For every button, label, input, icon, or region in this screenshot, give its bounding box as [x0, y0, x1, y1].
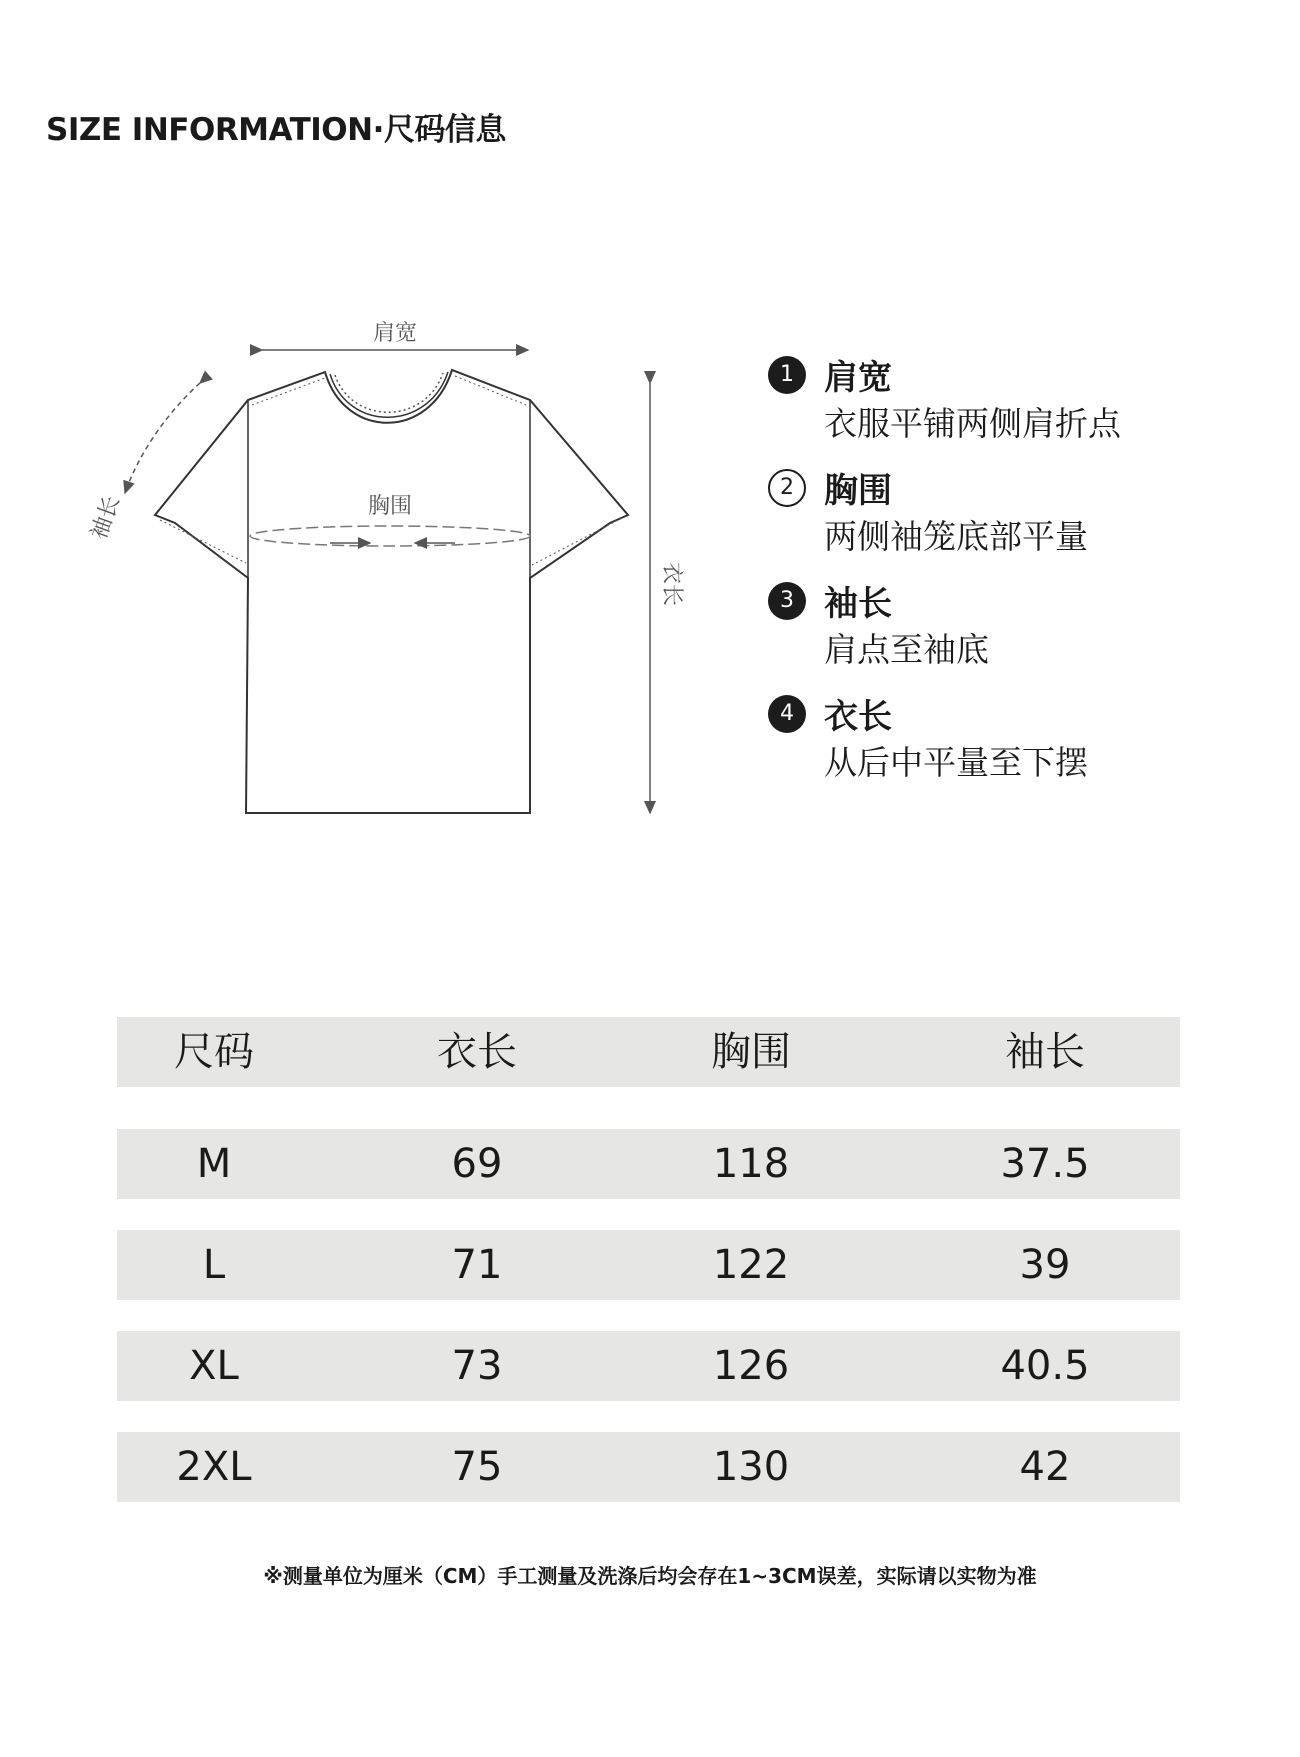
measurement-footnote: ※测量单位为厘米（CM）手工测量及洗涤后均会存在1~3CM误差，实际请以实物为准: [263, 1564, 1037, 1588]
legend-description: 从后中平量至下摆: [824, 743, 1088, 782]
shoulder-label: 肩宽: [372, 321, 418, 346]
sleeve-label: 袖长: [86, 492, 126, 543]
table-header-row: [117, 1017, 1180, 1087]
table-row: [117, 1230, 1180, 1300]
cell-length: 73: [451, 1343, 503, 1389]
cell-sleeve: 39: [1019, 1242, 1071, 1288]
cell-sleeve: 40.5: [1000, 1343, 1090, 1389]
chest-ellipse: [250, 526, 530, 546]
cell-chest: 122: [712, 1242, 790, 1288]
cell-size: 2XL: [176, 1444, 252, 1490]
cell-chest: 118: [712, 1141, 790, 1187]
legend-title: 胸围: [824, 471, 892, 511]
legend-description: 两侧袖笼底部平量: [824, 517, 1088, 556]
header-size: 尺码: [174, 1029, 254, 1075]
legend-number: 2: [768, 469, 806, 507]
table-row: [117, 1331, 1180, 1401]
legend-number: 4: [768, 695, 806, 733]
table-row: [117, 1432, 1180, 1502]
legend-title: 袖长: [824, 584, 892, 624]
length-label: 衣长: [659, 561, 684, 607]
legend-title: 衣长: [824, 697, 892, 737]
cell-chest: 130: [712, 1444, 790, 1490]
tshirt-outline: [155, 370, 628, 813]
page-title: SIZE INFORMATION·尺码信息: [46, 112, 506, 148]
cell-length: 71: [451, 1242, 503, 1288]
legend-number: 1: [768, 356, 806, 394]
cell-sleeve: 42: [1019, 1444, 1071, 1490]
header-chest: 胸围: [711, 1029, 791, 1075]
cell-size: XL: [189, 1343, 239, 1389]
header-length: 衣长: [437, 1029, 517, 1075]
legend-title: 肩宽: [824, 358, 892, 398]
legend-description: 衣服平铺两侧肩折点: [824, 404, 1121, 443]
cell-sleeve: 37.5: [1000, 1141, 1090, 1187]
cell-size: M: [196, 1141, 232, 1187]
legend-number: 3: [768, 582, 806, 620]
cell-length: 69: [451, 1141, 503, 1187]
cell-size: L: [202, 1242, 226, 1288]
cell-chest: 126: [712, 1343, 790, 1389]
chest-label: 胸围: [367, 494, 413, 519]
header-sleeve: 袖长: [1005, 1029, 1085, 1075]
table-row: [117, 1129, 1180, 1199]
legend-description: 肩点至袖底: [824, 630, 989, 669]
sleeve-arrow: [125, 383, 200, 493]
tshirt-diagram: [0, 0, 700, 880]
cell-length: 75: [451, 1444, 503, 1490]
